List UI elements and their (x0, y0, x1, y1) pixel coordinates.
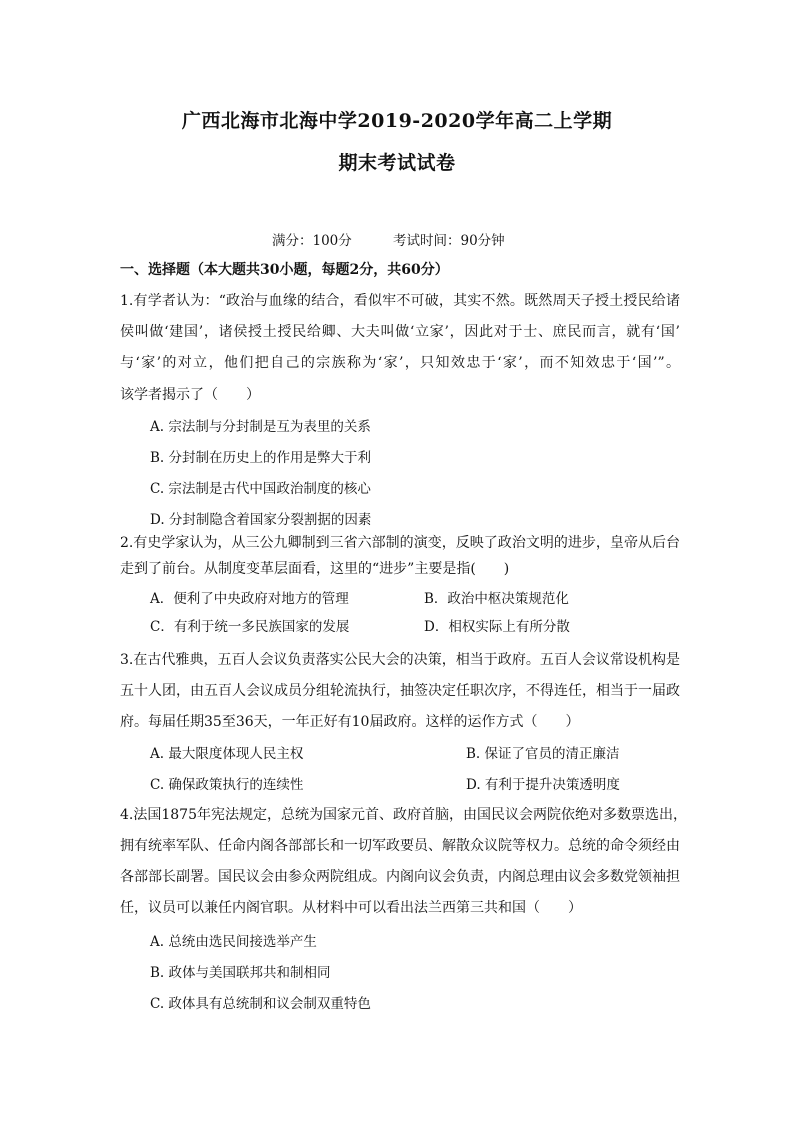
question-4-line: 拥有统率军队、任命内阁各部部长和一切军政要员、解散众议院等权力。总统的命令须经由 (120, 838, 680, 854)
question-2-line: 走到了前台。从制度变革层面看，这里的“进步”主要是指( ) (120, 561, 510, 577)
question-1-option-c: C. 宗法制是古代中国政治制度的核心 (150, 481, 371, 497)
question-1-option-d: D. 分封制隐含着国家分裂割据的因素 (150, 512, 372, 528)
question-4-option-a: A. 总统由选民间接选举产生 (150, 934, 317, 950)
exam-subtitle: 期末考试试卷 (338, 152, 456, 174)
question-3-option-a: A. 最大限度体现人民主权 (150, 746, 304, 762)
question-3-line: 3.在古代雅典，五百人会议负责落实公民大会的决策，相当于政府。五百人会议常设机构是 (120, 652, 680, 668)
question-4-line: 各部部长副署。国民议会由参众两院组成。内阁向议会负责，内阁总理由议会多数党领袖担 (120, 869, 680, 885)
question-3-option-b: B. 保证了官员的清正廉洁 (466, 746, 620, 762)
question-1-line: 与‘家’的对立，他们把自己的宗族称为‘家’，只知效忠于‘家’，而不知效忠于‘国’”。 (120, 355, 680, 371)
exam-time: 考试时间：90分钟 (393, 233, 505, 249)
question-2-option-d: D．相权实际上有所分散 (424, 619, 570, 635)
section-heading: 一、选择题（本大题共30小题，每题2分，共60分） (120, 262, 449, 278)
exam-title: 广西北海市北海中学2019-2020学年高二上学期 (181, 110, 613, 132)
question-1-option-a: A. 宗法制与分封制是互为表里的关系 (150, 419, 371, 435)
question-1-option-b: B. 分封制在历史上的作用是弊大于利 (150, 450, 372, 466)
question-4-option-c: C. 政体具有总统制和议会制双重特色 (150, 996, 371, 1012)
question-1-line: 侯叫做‘建国’，诸侯授土授民给卿、大夫叫做‘立家’，因此对于士、庶民而言，就有‘国’ (120, 324, 680, 340)
question-4-line: 任，议员可以兼任内阁官职。从材料中可以看出法兰西第三共和国（ ） (120, 900, 582, 916)
question-4-option-b: B. 政体与美国联邦共和制相同 (150, 965, 331, 981)
question-1-line: 1.有学者认为：“政治与血缘的结合，看似牢不可破，其实不然。既然周天子授土授民给诸 (120, 293, 680, 309)
question-2-option-c: C．有利于统一多民族国家的发展 (150, 619, 350, 635)
question-2-option-a: A．便利了中央政府对地方的管理 (150, 591, 349, 607)
question-4-line: 4.法国1875年宪法规定，总统为国家元首、政府首脑，由国民议会两院依绝对多数票选出， (120, 807, 687, 823)
question-3-line: 府。每届任期35至36天，一年正好有10届政府。这样的运作方式（ ） (120, 714, 580, 730)
question-2-option-b: B．政治中枢决策规范化 (424, 591, 569, 607)
question-3-option-c: C. 确保政策执行的连续性 (150, 777, 304, 793)
question-3-line: 五十人团，由五百人会议成员分组轮流执行，抽签决定任职次序，不得连任，相当于一届政 (120, 683, 680, 699)
question-1-line: 该学者揭示了（ ） (120, 387, 260, 403)
full-score: 满分：100分 (272, 233, 352, 249)
question-2-line: 2.有史学家认为，从三公九卿制到三省六部制的演变，反映了政治文明的进步，皇帝从后台 (120, 535, 680, 551)
question-3-option-d: D. 有利于提升决策透明度 (466, 777, 620, 793)
